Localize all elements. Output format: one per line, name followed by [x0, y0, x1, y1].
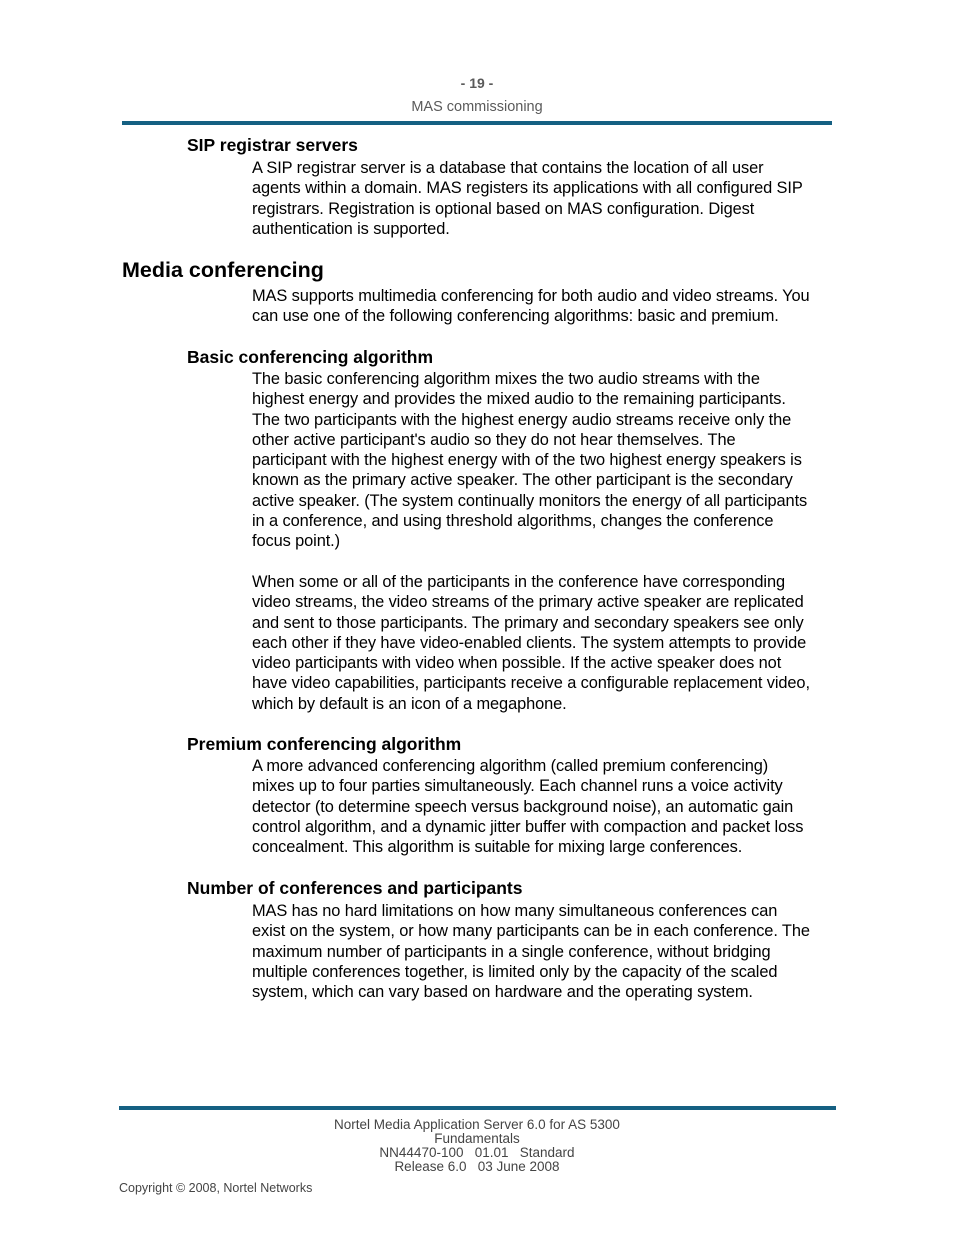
paragraph-basic-1: [252, 369, 836, 552]
text-line: video streams, the video streams of the primary active speaker are replicated: [252, 593, 804, 612]
text-line: MAS has no hard limitations on how many simultaneous conferences can: [252, 902, 778, 920]
page-number: - 19 -: [460, 75, 494, 91]
text-line: agents within a domain. MAS registers its applications with all configured SIP: [252, 179, 803, 198]
paragraph-number-of-conferences: [252, 901, 836, 1002]
text-line: highest energy and provides the mixed audio to the remaining participants.: [252, 390, 786, 409]
text-line: A SIP registrar server is a database that contains the location of all user: [252, 159, 764, 177]
text-line: maximum number of participants in a single conference, without bridging: [252, 942, 771, 961]
text-line: MAS supports multimedia conferencing for both audio and video streams. You: [252, 287, 810, 305]
running-head: MAS commissioning: [411, 99, 543, 115]
text-line: participant with the highest energy with of the two highest energy speakers is: [252, 451, 802, 470]
header-rule: [122, 121, 832, 125]
heading-number-of-conferences: Number of conferences and participants: [187, 878, 523, 898]
text-line: The basic conferencing algorithm mixes the two audio streams with the: [252, 370, 760, 388]
footer-line: NN44470-100 01.01 Standard: [379, 1145, 575, 1160]
text-line: which by default is an icon of a megaphone.: [252, 694, 567, 713]
footer-line: Fundamentals: [434, 1131, 520, 1146]
text-line: known as the primary active speaker. The other participant is the secondary: [252, 471, 793, 490]
text-line: in a conference, and using threshold algorithms, changes the conference: [252, 512, 774, 531]
heading-basic-conferencing: Basic conferencing algorithm: [187, 347, 434, 367]
text-line: When some or all of the participants in the conference have corresponding: [252, 573, 785, 591]
text-line: authentication is supported.: [252, 219, 450, 238]
footer-line: Release 6.0 03 June 2008: [394, 1159, 560, 1174]
copyright: Copyright © 2008, Nortel Networks: [119, 1181, 313, 1195]
text-line: control algorithm, and a dynamic jitter buffer with compaction and packet loss: [252, 817, 804, 836]
text-line: detector (to determine speech versus background noise), an automatic gain: [252, 797, 794, 816]
text-line: can use one of the following conferencing algorithms: basic and premium.: [252, 307, 779, 326]
paragraph-basic-2: [252, 572, 836, 714]
paragraph-sip-registrar: [252, 158, 836, 239]
text-line: concealment. This algorithm is suitable for mixing large conferences.: [252, 838, 743, 857]
heading-media-conferencing: Media conferencing: [122, 258, 324, 282]
text-line: focus point.): [252, 532, 340, 551]
text-line: video participants with video when possible. If the active speaker does not: [252, 654, 782, 673]
text-line: other active participant's audio so they do not hear themselves. The: [252, 430, 736, 449]
footer-document-info: [0, 1118, 954, 1174]
text-line: have video capabilities, participants receive a configurable replacement video,: [252, 674, 810, 693]
text-line: registrars. Registration is optional based on MAS configuration. Digest: [252, 199, 755, 218]
paragraph-media-conferencing: [252, 286, 836, 327]
footer-rule: [119, 1106, 836, 1110]
text-line: A more advanced conferencing algorithm (called premium conferencing): [252, 757, 769, 775]
text-line: system, which can vary based on hardware and the operating system.: [252, 983, 753, 1002]
heading-sip-registrar-servers: SIP registrar servers: [187, 135, 358, 155]
text-line: active speaker. (The system continually monitors the energy of all participants: [252, 491, 808, 510]
text-line: each other if they have video-enabled clients. The system attempts to provide: [252, 633, 807, 652]
text-line: mixes up to four parties simultaneously. Each channel runs a voice activity: [252, 777, 783, 796]
paragraph-premium: [252, 756, 836, 857]
footer-line: Nortel Media Application Server 6.0 for AS 5300: [334, 1117, 620, 1132]
text-line: The two participants with the highest energy audio streams receive only the: [252, 410, 792, 429]
text-line: multiple conferences together, is limited only by the capacity of the scaled: [252, 962, 778, 981]
text-line: exist on the system, or how many participants can be in each conference. The: [252, 922, 810, 941]
heading-premium-conferencing: Premium conferencing algorithm: [187, 734, 462, 754]
text-line: and sent to those participants. The primary and secondary speakers see only: [252, 613, 804, 632]
